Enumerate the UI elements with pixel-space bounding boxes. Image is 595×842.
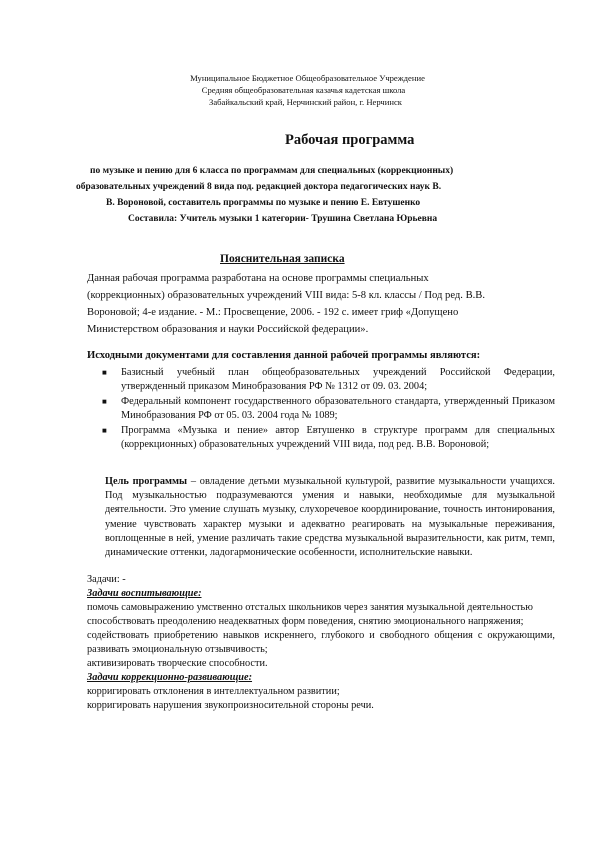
square-bullet-icon: ■	[102, 397, 107, 406]
square-bullet-icon: ■	[102, 426, 107, 435]
header-line-3: Забайкальский край, Нерчинский район, г. Нерчинск	[209, 97, 402, 107]
intro-line-2: (коррекционных) образовательных учреждений VIII вида: 5-8 кл. классы / Под ред. В.В.	[87, 290, 485, 301]
list-item-text: Базисный учебный план общеобразовательных учреждений Российской Федерации, утвержденный приказом Минобразования РФ № 1312 от 09. 03. 2004;	[121, 367, 555, 392]
goal-label: Цель программы	[105, 476, 188, 487]
source-documents-list	[102, 366, 555, 453]
educational-tasks-label: Задачи воспитывающие:	[87, 588, 202, 599]
square-bullet-icon: ■	[102, 368, 107, 377]
list-item	[102, 366, 555, 394]
subtitle-line-3: В. Вороновой, составитель программы по музыке и пению Е. Евтушенко	[106, 198, 421, 208]
subtitle-line-1: по музыке и пению для 6 класса по программам для специальных (коррекционных)	[90, 166, 454, 176]
task-item: корригировать нарушения звукопроизносительной стороны речи.	[87, 700, 374, 711]
goal-text: – овладение детьми музыкальной культурой, развитие музыкальности учащихся. Под музыкальностью подразумеваются умения и навыки, необходимые для музыкальной деятельности. Это умение слушать музыку, слухоречевое координирование, точность интонирования, умение чувствовать характер музыки и адекватно реагировать на музыкальные переживания, воплощенные в ней, умение различать такие средства музыкальной выразительности, как ритм, темп, динамические оттенки, ладогармонические особенности, исполнительские навыки.	[105, 476, 555, 559]
list-item	[102, 395, 555, 423]
corrective-tasks-label: Задачи коррекционно-развивающие:	[87, 672, 253, 683]
task-item: корригировать отклонения в интеллектуальном развитии;	[87, 686, 340, 697]
subtitle-line-2: образовательных учреждений 8 вида под. редакцией доктора педагогических наук В.	[76, 182, 442, 192]
intro-line-4: Министерством образования и науки Российской федерации».	[87, 324, 369, 335]
school-header	[0, 72, 595, 108]
program-description	[76, 163, 564, 227]
intro-line-3: Вороновой; 4-е издание. - М.: Просвещение, 2006. - 192 с. имеет гриф «Допущено	[87, 307, 459, 318]
program-goal	[105, 475, 555, 560]
task-item: способствовать преодолению неадекватных форм поведения, снятию эмоционального напряжения;	[87, 616, 524, 627]
header-line-1: Муниципальное Бюджетное Общеобразовательное Учреждение	[190, 73, 425, 83]
section-title: Пояснительная записка	[220, 253, 345, 265]
tasks-section	[87, 573, 555, 713]
list-item	[102, 424, 555, 452]
header-line-2: Средняя общеобразовательная казачья кадетская школа	[201, 85, 406, 95]
intro-line-1: Данная рабочая программа разработана на основе программы специальных	[87, 273, 429, 284]
task-item: содействовать приобретению навыков искреннего, глубокого и свободного общения с окружающими, развивать эмоциональную отзывчивость;	[87, 630, 555, 655]
list-item-text: Программа «Музыка и пение» автор Евтушенко в структуре программ для специальных (коррекционных) образовательных учреждений VIII вида, под ред. В.В. Вороновой;	[121, 425, 555, 450]
document-title: Рабочая программа	[285, 132, 415, 148]
intro-paragraph	[87, 270, 555, 338]
subtitle-line-4: Составила: Учитель музыки 1 категории- Трушина Светлана Юрьевна	[128, 214, 438, 224]
list-item-text: Федеральный компонент государственного образовательного стандарта, утвержденный Приказом Минобразования РФ от 05. 03. 2004 года № 1089;	[121, 396, 555, 421]
task-item: помочь самовыражению умственно отсталых школьников через занятия музыкальной деятельностью	[87, 602, 533, 613]
task-item: активизировать творческие способности.	[87, 658, 268, 669]
source-documents-heading: Исходными документами для составления данной рабочей программы являются:	[87, 350, 481, 361]
tasks-label: Задачи: -	[87, 574, 126, 585]
